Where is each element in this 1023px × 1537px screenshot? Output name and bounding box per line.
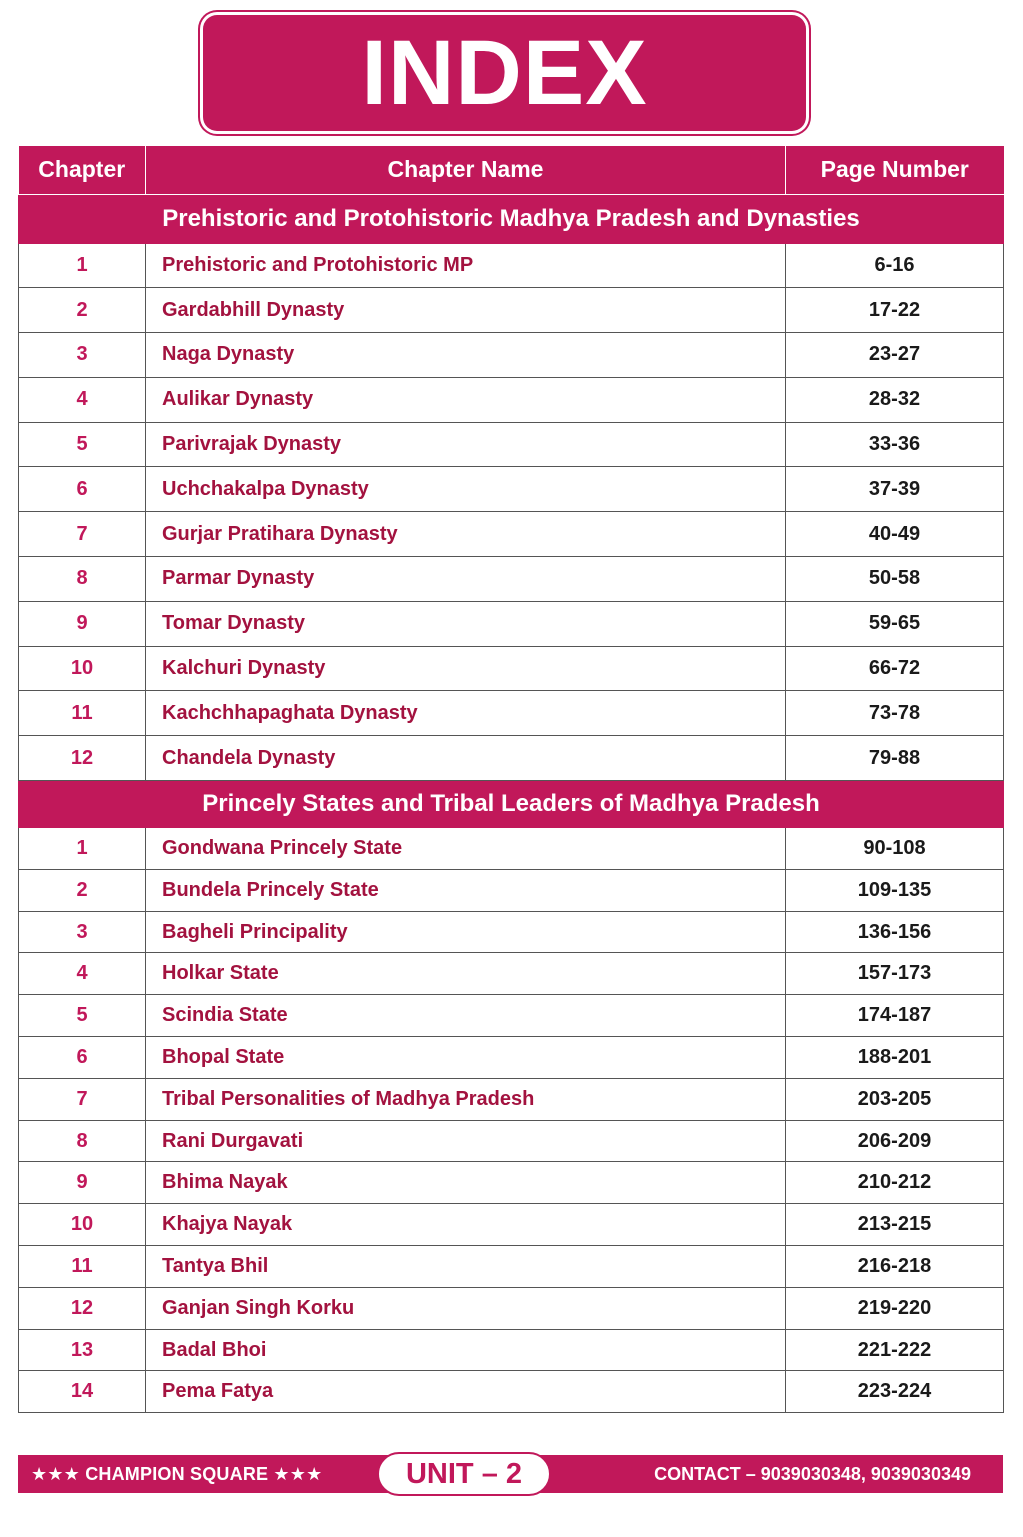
- chapter-name: Chandela Dynasty: [146, 736, 786, 781]
- unit-badge: UNIT – 2: [377, 1452, 551, 1496]
- chapter-number: 9: [19, 601, 146, 646]
- table-row: [19, 512, 1004, 557]
- chapter-name: Ganjan Singh Korku: [146, 1287, 786, 1329]
- chapter-name: Holkar State: [146, 953, 786, 995]
- chapter-name: Tantya Bhil: [146, 1246, 786, 1288]
- chapter-number: 7: [19, 512, 146, 557]
- chapter-name: Kalchuri Dynasty: [146, 646, 786, 691]
- page-range: 213-215: [786, 1204, 1004, 1246]
- table-row: [19, 377, 1004, 422]
- chapter-name: Bhopal State: [146, 1037, 786, 1079]
- column-header-chapter: Chapter: [19, 146, 146, 194]
- chapter-name: Aulikar Dynasty: [146, 377, 786, 422]
- chapter-name: Naga Dynasty: [146, 333, 786, 378]
- table-row: [19, 1120, 1004, 1162]
- table-row: [19, 1078, 1004, 1120]
- page-range: 33-36: [786, 422, 1004, 467]
- table-row: [19, 646, 1004, 691]
- table-row: [19, 911, 1004, 953]
- table-row: [19, 333, 1004, 378]
- footer-brand: ★★★ CHAMPION SQUARE ★★★: [31, 1463, 323, 1484]
- page-range: 50-58: [786, 557, 1004, 602]
- page-range: 23-27: [786, 333, 1004, 378]
- page-range: 28-32: [786, 377, 1004, 422]
- chapter-name: Gurjar Pratihara Dynasty: [146, 512, 786, 557]
- chapter-number: 6: [19, 467, 146, 512]
- chapter-name: Gardabhill Dynasty: [146, 288, 786, 333]
- page-range: 219-220: [786, 1287, 1004, 1329]
- page-range: 40-49: [786, 512, 1004, 557]
- table-row: [19, 828, 1004, 870]
- section-heading-row: [19, 194, 1004, 243]
- chapter-name: Bagheli Principality: [146, 911, 786, 953]
- chapter-number: 8: [19, 557, 146, 602]
- chapter-name: Badal Bhoi: [146, 1329, 786, 1371]
- chapter-number: 2: [19, 288, 146, 333]
- page-range: 136-156: [786, 911, 1004, 953]
- chapter-number: 8: [19, 1120, 146, 1162]
- chapter-number: 13: [19, 1329, 146, 1371]
- chapter-name: Kachchhapaghata Dynasty: [146, 691, 786, 736]
- chapter-number: 6: [19, 1037, 146, 1079]
- chapter-name: Gondwana Princely State: [146, 828, 786, 870]
- section-group-dynasties: [19, 194, 1004, 781]
- chapter-number: 4: [19, 377, 146, 422]
- column-header-chapter-name: Chapter Name: [146, 146, 786, 194]
- page-range: 90-108: [786, 828, 1004, 870]
- page-range: 210-212: [786, 1162, 1004, 1204]
- chapter-name: Tribal Personalities of Madhya Pradesh: [146, 1078, 786, 1120]
- table-row: [19, 601, 1004, 646]
- page-range: 109-135: [786, 869, 1004, 911]
- table-row: [19, 288, 1004, 333]
- chapter-name: Bundela Princely State: [146, 869, 786, 911]
- page-range: 59-65: [786, 601, 1004, 646]
- page-range: 66-72: [786, 646, 1004, 691]
- chapter-number: 3: [19, 333, 146, 378]
- table-row: [19, 243, 1004, 288]
- page-range: 188-201: [786, 1037, 1004, 1079]
- page-range: 221-222: [786, 1329, 1004, 1371]
- chapter-number: 1: [19, 243, 146, 288]
- footer-contact: CONTACT – 9039030348, 9039030349: [654, 1463, 971, 1484]
- chapter-number: 7: [19, 1078, 146, 1120]
- page-range: 79-88: [786, 736, 1004, 781]
- page-range: 37-39: [786, 467, 1004, 512]
- chapter-name: Parmar Dynasty: [146, 557, 786, 602]
- page-range: 17-22: [786, 288, 1004, 333]
- section-group-princely-states: [19, 781, 1004, 1413]
- chapter-number: 3: [19, 911, 146, 953]
- page-range: 73-78: [786, 691, 1004, 736]
- page-range: 157-173: [786, 953, 1004, 995]
- section-heading-row: [19, 781, 1004, 828]
- chapter-number: 12: [19, 1287, 146, 1329]
- page-range: 223-224: [786, 1371, 1004, 1413]
- section-heading: Princely States and Tribal Leaders of Madhya Pradesh: [19, 781, 1004, 828]
- chapter-number: 5: [19, 422, 146, 467]
- table-row: [19, 1162, 1004, 1204]
- chapter-number: 11: [19, 1246, 146, 1288]
- table-row: [19, 691, 1004, 736]
- chapter-name: Rani Durgavati: [146, 1120, 786, 1162]
- chapter-number: 2: [19, 869, 146, 911]
- table-row: [19, 1371, 1004, 1413]
- chapter-number: 12: [19, 736, 146, 781]
- index-title-banner: [203, 15, 806, 131]
- chapter-name: Parivrajak Dynasty: [146, 422, 786, 467]
- section-heading: Prehistoric and Protohistoric Madhya Pradesh and Dynasties: [19, 194, 1004, 243]
- chapter-name: Tomar Dynasty: [146, 601, 786, 646]
- page-range: 216-218: [786, 1246, 1004, 1288]
- table-row: [19, 1246, 1004, 1288]
- chapter-number: 5: [19, 995, 146, 1037]
- table-row: [19, 1329, 1004, 1371]
- chapter-name: Khajya Nayak: [146, 1204, 786, 1246]
- index-table: [18, 146, 1004, 1413]
- chapter-name: Scindia State: [146, 995, 786, 1037]
- table-row: [19, 869, 1004, 911]
- page-range: 174-187: [786, 995, 1004, 1037]
- table-row: [19, 1204, 1004, 1246]
- chapter-number: 10: [19, 1204, 146, 1246]
- page-range: 206-209: [786, 1120, 1004, 1162]
- chapter-name: Bhima Nayak: [146, 1162, 786, 1204]
- table-row: [19, 467, 1004, 512]
- chapter-name: Pema Fatya: [146, 1371, 786, 1413]
- table-row: [19, 1287, 1004, 1329]
- table-row: [19, 736, 1004, 781]
- table-row: [19, 557, 1004, 602]
- chapter-number: 9: [19, 1162, 146, 1204]
- chapter-number: 11: [19, 691, 146, 736]
- chapter-number: 14: [19, 1371, 146, 1413]
- table-row: [19, 422, 1004, 467]
- chapter-number: 4: [19, 953, 146, 995]
- header-row: [19, 146, 1004, 194]
- page-title: INDEX: [361, 21, 648, 124]
- chapter-name: Uchchakalpa Dynasty: [146, 467, 786, 512]
- table-row: [19, 995, 1004, 1037]
- table-row: [19, 953, 1004, 995]
- chapter-number: 10: [19, 646, 146, 691]
- column-header-page-number: Page Number: [786, 146, 1004, 194]
- table-row: [19, 1037, 1004, 1079]
- chapter-name: Prehistoric and Protohistoric MP: [146, 243, 786, 288]
- chapter-number: 1: [19, 828, 146, 870]
- page-range: 203-205: [786, 1078, 1004, 1120]
- page-range: 6-16: [786, 243, 1004, 288]
